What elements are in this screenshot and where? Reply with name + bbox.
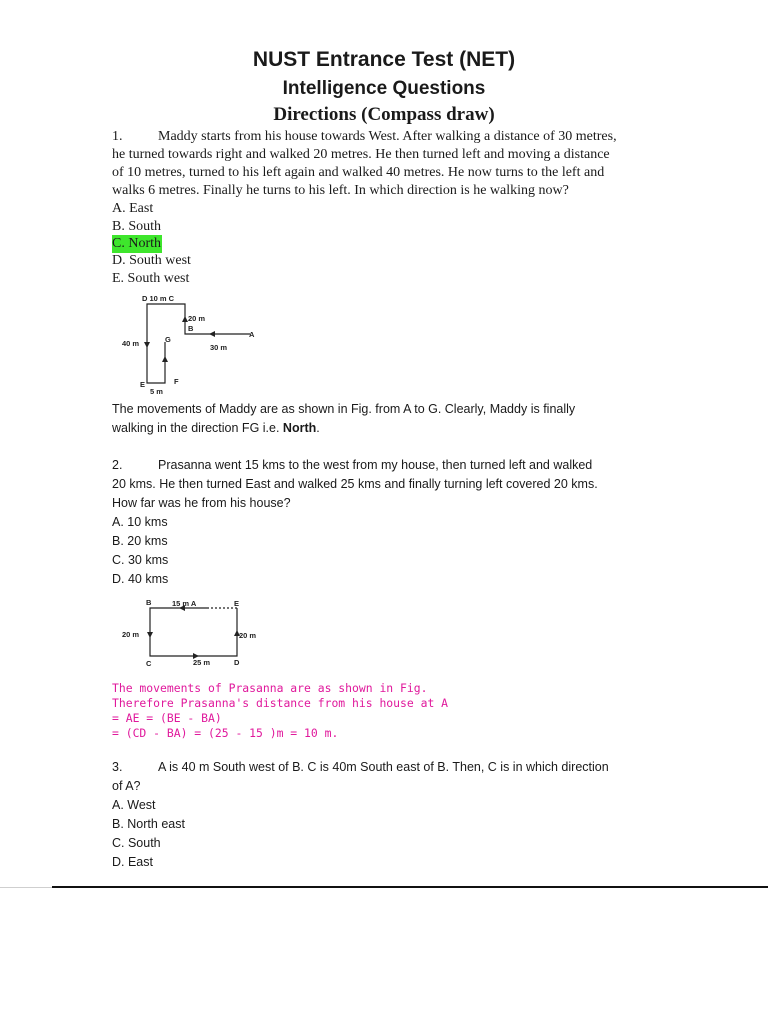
- page-title: NUST Entrance Test (NET): [252, 48, 516, 71]
- q2-fig-label-c: C: [146, 659, 152, 668]
- q1-fig-label-20m: 20 m: [188, 314, 206, 323]
- q2-line-2: 20 kms. He then turned East and walked 25 kms and finally turning left covered 20 kms.: [112, 477, 598, 491]
- q1-number: 1.: [112, 129, 123, 144]
- q3-line-1: 3. A is 40 m South west of B. C is 40m South east of B. Then, C is in which direction: [112, 760, 609, 774]
- q2-option-d: D. 40 kms: [112, 572, 169, 586]
- q2-fig-label-d: D: [234, 658, 240, 667]
- q1-line-4: walks 6 metres. Finally he turns to his left. In which direction is he walking now?: [112, 183, 569, 198]
- q2-line-3: How far was he from his house?: [112, 496, 291, 510]
- q2-fig-label-25m: 25 m: [193, 658, 211, 667]
- q2-line-1: 2. Prasanna went 15 kms to the west from my house, then turned left and walked: [112, 458, 593, 472]
- q1-explanation-line-2: walking in the direction FG i.e. North.: [112, 421, 320, 435]
- section-heading: Directions (Compass draw): [273, 104, 495, 125]
- q2-direction-figure: [115, 596, 275, 672]
- page-divider: [52, 886, 768, 888]
- q3-option-b: B. North east: [112, 817, 185, 831]
- q1-option-b: B. South: [112, 219, 162, 234]
- q1-fig-label-dc: D 10 m C: [142, 294, 175, 303]
- q1-direction-figure: [110, 290, 270, 400]
- q2-option-b: B. 20 kms: [112, 534, 168, 548]
- q1-fig-label-f: F: [174, 377, 179, 386]
- q1-explanation-line-1: The movements of Maddy are as shown in Fig. from A to G. Clearly, Maddy is finally: [112, 402, 576, 416]
- q1-fig-label-b: B: [188, 324, 194, 333]
- q2-fig-label-b: B: [146, 598, 152, 607]
- q2-number: 2.: [112, 458, 123, 472]
- page-subtitle: Intelligence Questions: [282, 78, 486, 99]
- q3-option-d: D. East: [112, 855, 153, 869]
- q1-answer-bold: North: [282, 421, 317, 435]
- q1-line-1: 1. Maddy starts from his house towards West. After walking a distance of 30 metres,: [112, 129, 617, 144]
- q2-explanation-line-4: = (CD - BA) = (25 - 15 )m = 10 m.: [112, 726, 339, 740]
- q1-fig-label-40m: 40 m: [122, 339, 140, 348]
- q3-number: 3.: [112, 760, 123, 774]
- q1-line-2: he turned towards right and walked 20 metres. He then turned left and moving a distance: [112, 147, 610, 162]
- q2-fig-label-15m-a: 15 m A: [172, 599, 197, 608]
- q3-line-2: of A?: [112, 779, 141, 793]
- q2-fig-label-e: E: [234, 599, 240, 608]
- q2-explanation-line-1: The movements of Prasanna are as shown in Fig.: [112, 681, 428, 695]
- q2-option-c: C. 30 kms: [112, 553, 169, 567]
- q1-fig-label-e: E: [140, 380, 146, 389]
- q1-fig-label-5m: 5 m: [150, 387, 163, 396]
- q1-fig-label-g: G: [165, 335, 171, 344]
- q2-explanation-line-3: = AE = (BE - BA): [112, 711, 222, 725]
- q3-option-a: A. West: [112, 798, 156, 812]
- q1-option-e: E. South west: [112, 271, 190, 286]
- q2-explanation-line-2: Therefore Prasanna's distance from his house at A: [112, 696, 449, 710]
- q3-option-c: C. South: [112, 836, 161, 850]
- q2-fig-label-20m-left: 20 m: [122, 630, 140, 639]
- q1-option-a: A. East: [112, 201, 154, 216]
- q2-option-a: A. 10 kms: [112, 515, 168, 529]
- q1-line-3: of 10 metres, turned to his left again and walked 40 metres. He now turns to the left and: [112, 165, 605, 180]
- q2-fig-label-20m-right: 20 m: [239, 631, 257, 640]
- q1-option-d: D. South west: [112, 253, 191, 268]
- q1-option-c-answer: C. North: [112, 236, 161, 251]
- q1-fig-label-30m: 30 m: [210, 343, 228, 352]
- q1-fig-label-a: A: [249, 330, 255, 339]
